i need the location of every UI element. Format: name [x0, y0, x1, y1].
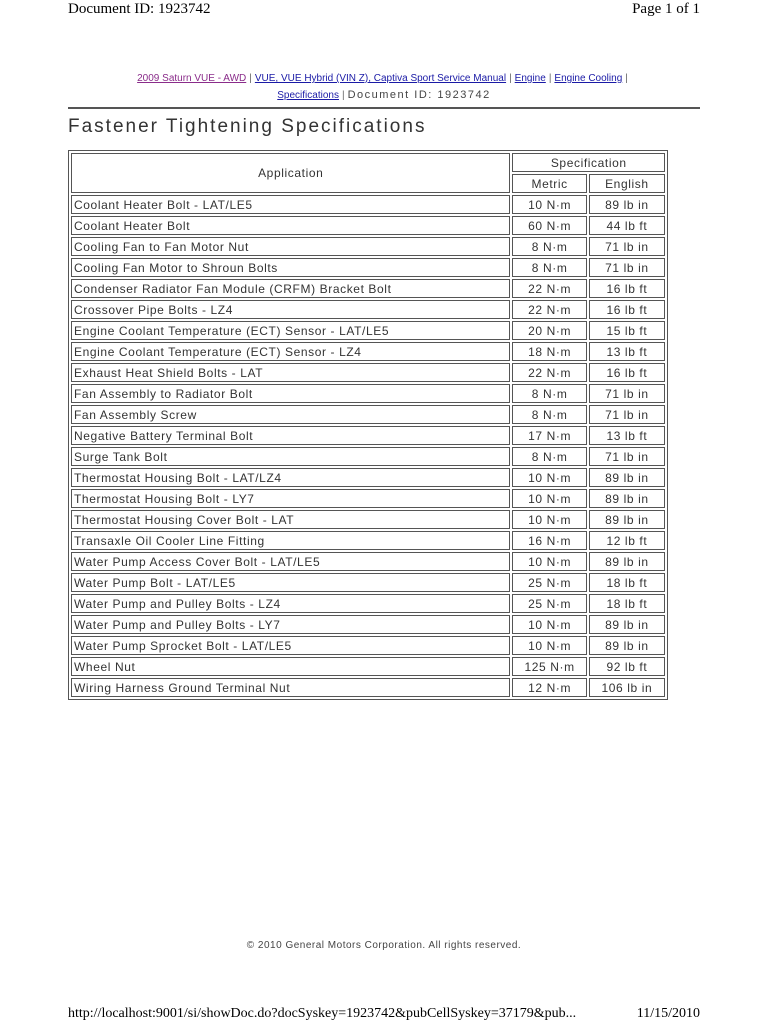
print-page-number: Page 1 of 1	[632, 1, 700, 17]
table-row	[71, 342, 665, 361]
cell-application: Wheel Nut	[71, 657, 510, 676]
breadcrumb-link-engine[interactable]: Engine	[514, 73, 546, 84]
cell-application: Transaxle Oil Cooler Line Fitting	[71, 531, 510, 550]
print-header	[68, 1, 700, 18]
cell-english: 13 lb ft	[589, 426, 665, 445]
cell-application: Water Pump Access Cover Bolt - LAT/LE5	[71, 552, 510, 571]
cell-application: Cooling Fan Motor to Shroun Bolts	[71, 258, 510, 277]
table-row	[71, 531, 665, 550]
table-row	[71, 216, 665, 235]
cell-metric: 10 N·m	[512, 636, 586, 655]
page-title: Fastener Tightening Specifications	[68, 116, 427, 137]
cell-english: 16 lb ft	[589, 279, 665, 298]
cell-metric: 22 N·m	[512, 363, 586, 382]
print-date: 11/15/2010	[636, 1006, 700, 1021]
cell-metric: 10 N·m	[512, 195, 586, 214]
cell-metric: 10 N·m	[512, 552, 586, 571]
breadcrumb-link-engine-cooling[interactable]: Engine Cooling	[554, 73, 623, 84]
table-row	[71, 489, 665, 508]
column-header-metric: Metric	[512, 174, 586, 193]
column-header-application: Application	[71, 153, 510, 193]
cell-english: 18 lb ft	[589, 573, 665, 592]
cell-application: Condenser Radiator Fan Module (CRFM) Bracket Bolt	[71, 279, 510, 298]
cell-application: Crossover Pipe Bolts - LZ4	[71, 300, 510, 319]
cell-english: 71 lb in	[589, 237, 665, 256]
table-row	[71, 636, 665, 655]
cell-english: 89 lb in	[589, 615, 665, 634]
cell-metric: 10 N·m	[512, 510, 586, 529]
cell-application: Surge Tank Bolt	[71, 447, 510, 466]
cell-metric: 18 N·m	[512, 342, 586, 361]
cell-english: 89 lb in	[589, 489, 665, 508]
cell-english: 89 lb in	[589, 636, 665, 655]
breadcrumb-document-id: Document ID: 1923742	[347, 89, 491, 101]
table-row	[71, 279, 665, 298]
cell-application: Wiring Harness Ground Terminal Nut	[71, 678, 510, 697]
cell-english: 18 lb ft	[589, 594, 665, 613]
breadcrumb-link-specifications[interactable]: Specifications	[277, 90, 339, 101]
table-row	[71, 384, 665, 403]
cell-metric: 8 N·m	[512, 237, 586, 256]
cell-english: 92 lb ft	[589, 657, 665, 676]
cell-metric: 20 N·m	[512, 321, 586, 340]
cell-english: 15 lb ft	[589, 321, 665, 340]
cell-metric: 10 N·m	[512, 468, 586, 487]
table-row	[71, 405, 665, 424]
breadcrumb-link-manual[interactable]: VUE, VUE Hybrid (VIN Z), Captiva Sport Service Manual	[254, 73, 507, 84]
cell-metric: 12 N·m	[512, 678, 586, 697]
copyright-notice: © 2010 General Motors Corporation. All rights reserved.	[246, 940, 522, 951]
cell-metric: 10 N·m	[512, 615, 586, 634]
cell-english: 71 lb in	[589, 405, 665, 424]
cell-application: Coolant Heater Bolt	[71, 216, 510, 235]
table-row	[71, 468, 665, 487]
column-header-specification: Specification	[512, 153, 665, 172]
table-row	[71, 594, 665, 613]
cell-english: 44 lb ft	[589, 216, 665, 235]
print-document-id: Document ID: 1923742	[68, 1, 211, 17]
cell-application: Coolant Heater Bolt - LAT/LE5	[71, 195, 510, 214]
table-row	[71, 657, 665, 676]
breadcrumb-separator: |	[341, 90, 345, 101]
cell-metric: 60 N·m	[512, 216, 586, 235]
breadcrumb-separator: |	[249, 73, 252, 84]
cell-english: 106 lb in	[589, 678, 665, 697]
table-row	[71, 447, 665, 466]
cell-english: 71 lb in	[589, 258, 665, 277]
cell-english: 16 lb ft	[589, 300, 665, 319]
cell-metric: 17 N·m	[512, 426, 586, 445]
cell-application: Fan Assembly to Radiator Bolt	[71, 384, 510, 403]
table-row	[71, 237, 665, 256]
cell-english: 71 lb in	[589, 384, 665, 403]
cell-application: Exhaust Heat Shield Bolts - LAT	[71, 363, 510, 382]
table-row	[71, 363, 665, 382]
breadcrumb-link-vehicle[interactable]: 2009 Saturn VUE - AWD	[137, 73, 247, 84]
print-url: http://localhost:9001/si/showDoc.do?docSyskey=1923742&pubCellSyskey=37179&pub...	[68, 1006, 577, 1021]
cell-english: 89 lb in	[589, 552, 665, 571]
cell-english: 89 lb in	[589, 510, 665, 529]
cell-metric: 22 N·m	[512, 300, 586, 319]
table-row	[71, 300, 665, 319]
cell-application: Negative Battery Terminal Bolt	[71, 426, 510, 445]
cell-application: Water Pump Sprocket Bolt - LAT/LE5	[71, 636, 510, 655]
cell-metric: 25 N·m	[512, 594, 586, 613]
breadcrumb	[80, 70, 688, 104]
table-row	[71, 321, 665, 340]
cell-english: 16 lb ft	[589, 363, 665, 382]
cell-application: Water Pump and Pulley Bolts - LY7	[71, 615, 510, 634]
cell-english: 89 lb in	[589, 468, 665, 487]
cell-application: Thermostat Housing Cover Bolt - LAT	[71, 510, 510, 529]
cell-metric: 8 N·m	[512, 258, 586, 277]
breadcrumb-separator: |	[548, 73, 552, 84]
table-row	[71, 426, 665, 445]
print-footer	[68, 1006, 700, 1022]
cell-english: 13 lb ft	[589, 342, 665, 361]
breadcrumb-separator: |	[625, 73, 628, 84]
table-row	[71, 678, 665, 697]
breadcrumb-separator: |	[509, 73, 512, 84]
cell-metric: 16 N·m	[512, 531, 586, 550]
table-row	[71, 552, 665, 571]
cell-application: Thermostat Housing Bolt - LY7	[71, 489, 510, 508]
table-row	[71, 258, 665, 277]
table-row	[71, 195, 665, 214]
cell-metric: 10 N·m	[512, 489, 586, 508]
table-row	[71, 573, 665, 592]
cell-metric: 8 N·m	[512, 384, 586, 403]
cell-metric: 25 N·m	[512, 573, 586, 592]
table-row	[71, 615, 665, 634]
header-divider	[68, 107, 700, 109]
cell-application: Water Pump Bolt - LAT/LE5	[71, 573, 510, 592]
cell-metric: 8 N·m	[512, 447, 586, 466]
specifications-table	[68, 150, 668, 700]
cell-application: Engine Coolant Temperature (ECT) Sensor - LAT/LE5	[71, 321, 510, 340]
cell-application: Fan Assembly Screw	[71, 405, 510, 424]
specifications-table-body	[71, 195, 665, 697]
cell-application: Engine Coolant Temperature (ECT) Sensor - LZ4	[71, 342, 510, 361]
cell-application: Thermostat Housing Bolt - LAT/LZ4	[71, 468, 510, 487]
table-row	[71, 510, 665, 529]
cell-application: Water Pump and Pulley Bolts - LZ4	[71, 594, 510, 613]
cell-application: Cooling Fan to Fan Motor Nut	[71, 237, 510, 256]
cell-english: 89 lb in	[589, 195, 665, 214]
cell-english: 12 lb ft	[589, 531, 665, 550]
cell-metric: 125 N·m	[512, 657, 586, 676]
column-header-english: English	[589, 174, 665, 193]
cell-metric: 8 N·m	[512, 405, 586, 424]
cell-english: 71 lb in	[589, 447, 665, 466]
cell-metric: 22 N·m	[512, 279, 586, 298]
